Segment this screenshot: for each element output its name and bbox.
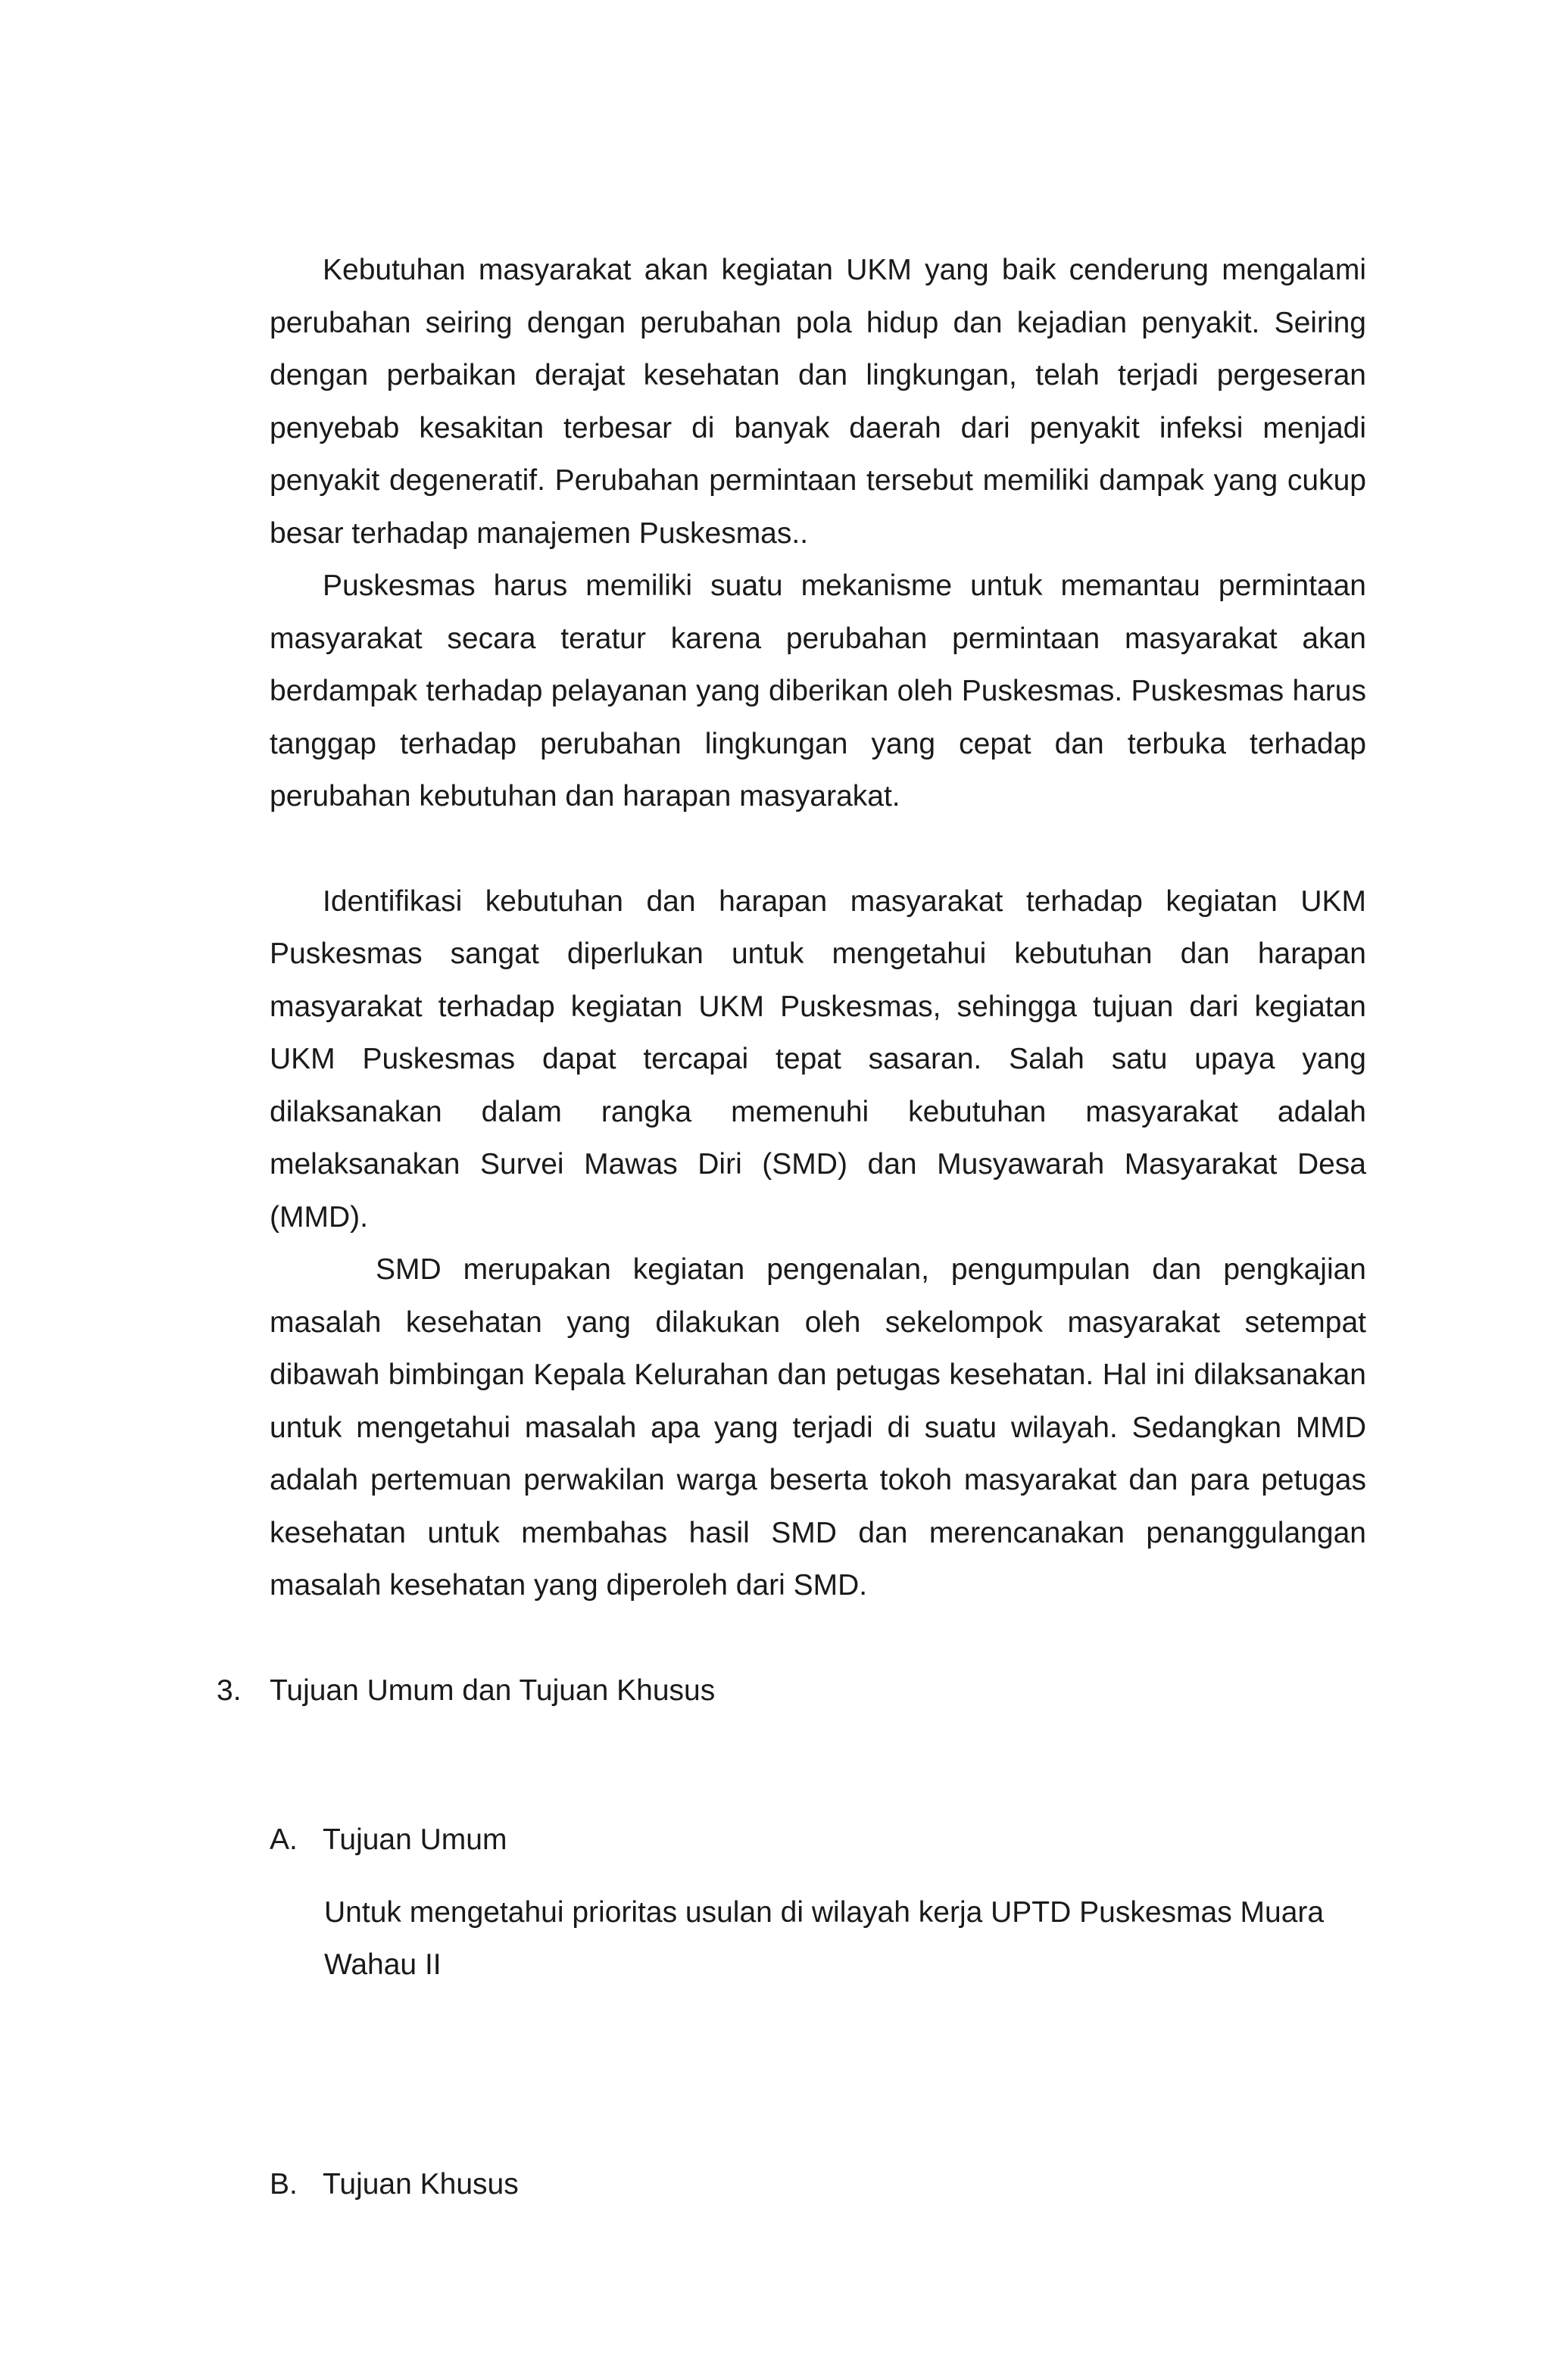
paragraph-identifikasi-kebutuhan: Identifikasi kebutuhan dan harapan masyarakat terhadap kegiatan UKM Puskesmas sangat diperlukan untuk mengetahui kebutuhan dan harapan masyarakat terhadap kegiatan UKM Puskesmas, sehingga tujuan dari kegiatan UKM Puskesmas dapat tercapai tepat sasaran. Salah satu upaya yang dilaksanakan dalam rangka memenuhi kebutuhan masyarakat adalah melaksanakan Survei Mawas Diri (SMD) dan Musyawarah Masyarakat Desa (MMD).	[270, 884, 1366, 1234]
paragraph-smd-mmd: SMD merupakan kegiatan pengenalan, pengumpulan dan pengkajian masalah kesehatan yang dilakukan oleh sekelompok masyarakat setempat dibawah bimbingan Kepala Kelurahan dan petugas kesehatan. Hal ini dilaksanakan untuk mengetahui masalah apa yang terjadi di suatu wilayah. Sedangkan MMD adalah pertemuan perwakilan warga beserta tokoh masyarakat dan para petugas kesehatan untuk membahas hasil SMD dan merencanakan penanggulangan masalah kesehatan yang diperoleh dari SMD.	[270, 1253, 1366, 1602]
paragraph-mekanisme-puskesmas: Puskesmas harus memiliki suatu mekanisme untuk memantau permintaan masyarakat secara teratur karena perubahan permintaan masyarakat akan berdampak terhadap pelayanan yang diberikan oleh Puskesmas. Puskesmas harus tanggap terhadap perubahan lingkungan yang cepat dan terbuka terhadap perubahan kebutuhan dan harapan masyarakat.	[270, 569, 1366, 813]
subsection-b-marker: B.	[270, 2167, 298, 2201]
section-3-title: Tujuan Umum dan Tujuan Khusus	[270, 1673, 716, 1707]
section-spacer	[270, 1717, 1366, 1814]
paragraph-spacer	[270, 823, 1366, 875]
subsection-spacer	[270, 1992, 1366, 2158]
paragraph-kebutuhan-masyarakat: Kebutuhan masyarakat akan kegiatan UKM yang baik cenderung mengalami perubahan seiring dengan perubahan pola hidup dan kejadian penyakit. Seiring dengan perbaikan derajat kesehatan dan lingkungan, telah terjadi pergeseran penyebab kesakitan terbesar di banyak daerah dari penyakit infeksi menjadi penyakit degeneratif. Perubahan permintaan tersebut memiliki dampak yang cukup besar terhadap manajemen Puskesmas..	[270, 254, 1366, 550]
subsection-a-marker: A.	[270, 1823, 298, 1856]
section-3-number: 3.	[217, 1673, 242, 1707]
subsection-a-label: Tujuan Umum	[323, 1823, 507, 1856]
subsection-b-label: Tujuan Khusus	[323, 2167, 519, 2201]
section-spacer	[270, 1612, 1366, 1664]
subsection-a-heading	[270, 1814, 1366, 1867]
subsection-spacer	[270, 1867, 1366, 1886]
section-3-heading	[217, 1664, 1366, 1717]
subsection-b-heading	[270, 2158, 1366, 2211]
document-body	[217, 244, 1366, 2210]
subsection-a-body: Untuk mengetahui prioritas usulan di wilayah kerja UPTD Puskesmas Muara Wahau II	[324, 1895, 1325, 1981]
